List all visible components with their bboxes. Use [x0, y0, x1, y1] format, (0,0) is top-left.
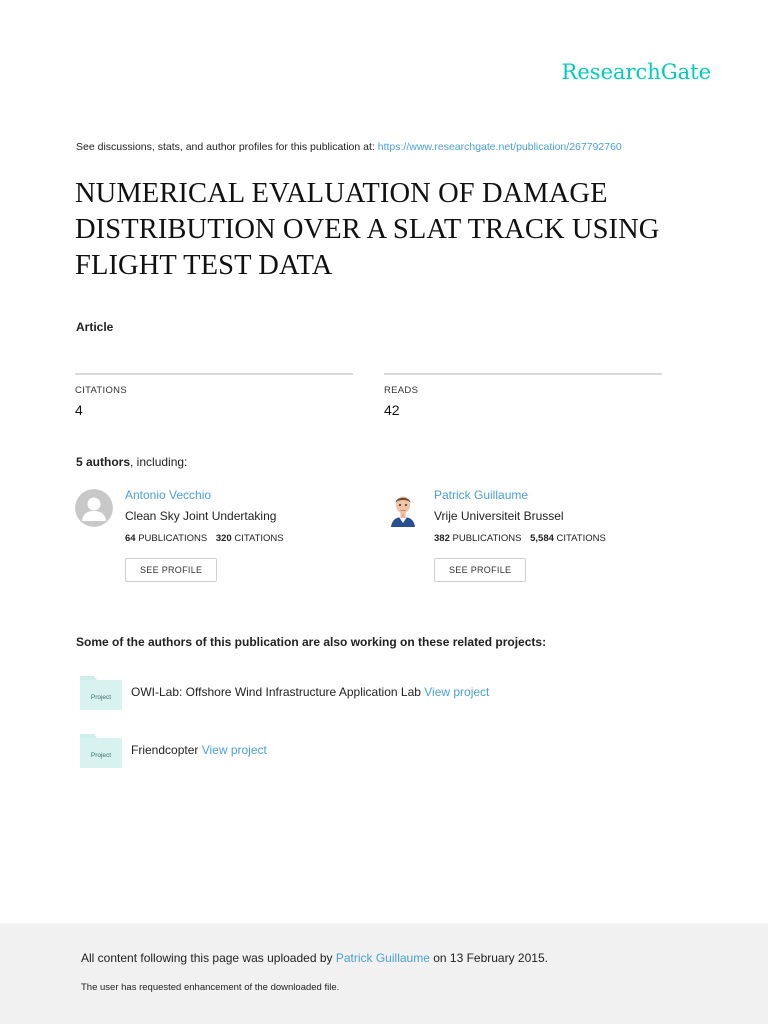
- author-stats: [125, 532, 385, 546]
- author-citations-count: 5,584: [530, 533, 554, 544]
- author-stats: [434, 532, 694, 546]
- title-line: FLIGHT TEST DATA: [75, 250, 333, 281]
- publication-url-link[interactable]: https://www.researchgate.net/publication/267792760: [377, 141, 622, 153]
- publications-count: 382: [434, 533, 450, 544]
- see-profile-button[interactable]: SEE PROFILE: [434, 558, 526, 582]
- project-name: OWI-Lab: Offshore Wind Infrastructure Application Lab: [131, 685, 425, 699]
- citations-value: 4: [75, 402, 83, 418]
- project-folder-label: Project: [90, 694, 112, 701]
- project-item: [80, 732, 680, 768]
- uploader-link[interactable]: Patrick Guillaume: [335, 951, 430, 965]
- see-profile-button[interactable]: SEE PROFILE: [125, 558, 217, 582]
- reads-stat: [384, 373, 662, 418]
- project-folder-icon: [80, 674, 122, 710]
- discussion-text: See discussions, stats, and author profiles for this publication at:: [76, 141, 378, 153]
- reads-value: 42: [384, 402, 400, 418]
- upload-info: [81, 951, 548, 965]
- project-text: [131, 685, 489, 699]
- enhancement-note: The user has requested enhancement of the downloaded file.: [81, 982, 340, 993]
- citations-label: CITATIONS: [75, 385, 127, 396]
- publication-title: [75, 176, 695, 284]
- project-folder-label: Project: [90, 752, 112, 759]
- upload-suffix: on 13 February 2015.: [429, 951, 548, 965]
- author-photo-icon[interactable]: [384, 489, 422, 527]
- related-projects-heading: Some of the authors of this publication are also working on these related projects:: [76, 635, 547, 649]
- authors-count: 5 authors: [76, 455, 131, 469]
- publication-type: Article: [76, 320, 114, 334]
- title-line: NUMERICAL EVALUATION OF DAMAGE: [75, 178, 608, 209]
- project-text: [131, 743, 267, 757]
- publications-count: 64: [125, 533, 136, 544]
- authors-suffix: , including:: [130, 455, 188, 469]
- researchgate-logo[interactable]: ResearchGate: [561, 60, 711, 84]
- default-user-avatar-icon[interactable]: [75, 489, 113, 527]
- project-item: [80, 674, 680, 710]
- view-project-link[interactable]: View project: [424, 685, 490, 699]
- discussion-line: [76, 141, 622, 153]
- author-affiliation: Clean Sky Joint Undertaking: [125, 509, 277, 523]
- citations-stat: [75, 373, 353, 418]
- reads-label: READS: [384, 385, 419, 396]
- author-info: [434, 487, 694, 582]
- project-name: Friendcopter: [131, 743, 202, 757]
- upload-footer: [0, 923, 768, 1024]
- author-citations-label: CITATIONS: [234, 533, 284, 544]
- author-name-link[interactable]: Antonio Vecchio: [125, 488, 212, 502]
- author-citations-label: CITATIONS: [556, 533, 606, 544]
- project-folder-icon: [80, 732, 122, 768]
- author-affiliation: Vrije Universiteit Brussel: [434, 509, 564, 523]
- title-line: DISTRIBUTION OVER A SLAT TRACK USING: [75, 214, 660, 245]
- author-name-link[interactable]: Patrick Guillaume: [434, 488, 529, 502]
- authors-heading: [76, 455, 187, 469]
- author-citations-count: 320: [215, 533, 232, 544]
- view-project-link[interactable]: View project: [201, 743, 267, 757]
- author-info: [125, 487, 385, 582]
- publications-label: PUBLICATIONS: [138, 533, 208, 544]
- upload-prefix: All content following this page was uploaded by: [81, 951, 336, 965]
- publications-label: PUBLICATIONS: [452, 533, 522, 544]
